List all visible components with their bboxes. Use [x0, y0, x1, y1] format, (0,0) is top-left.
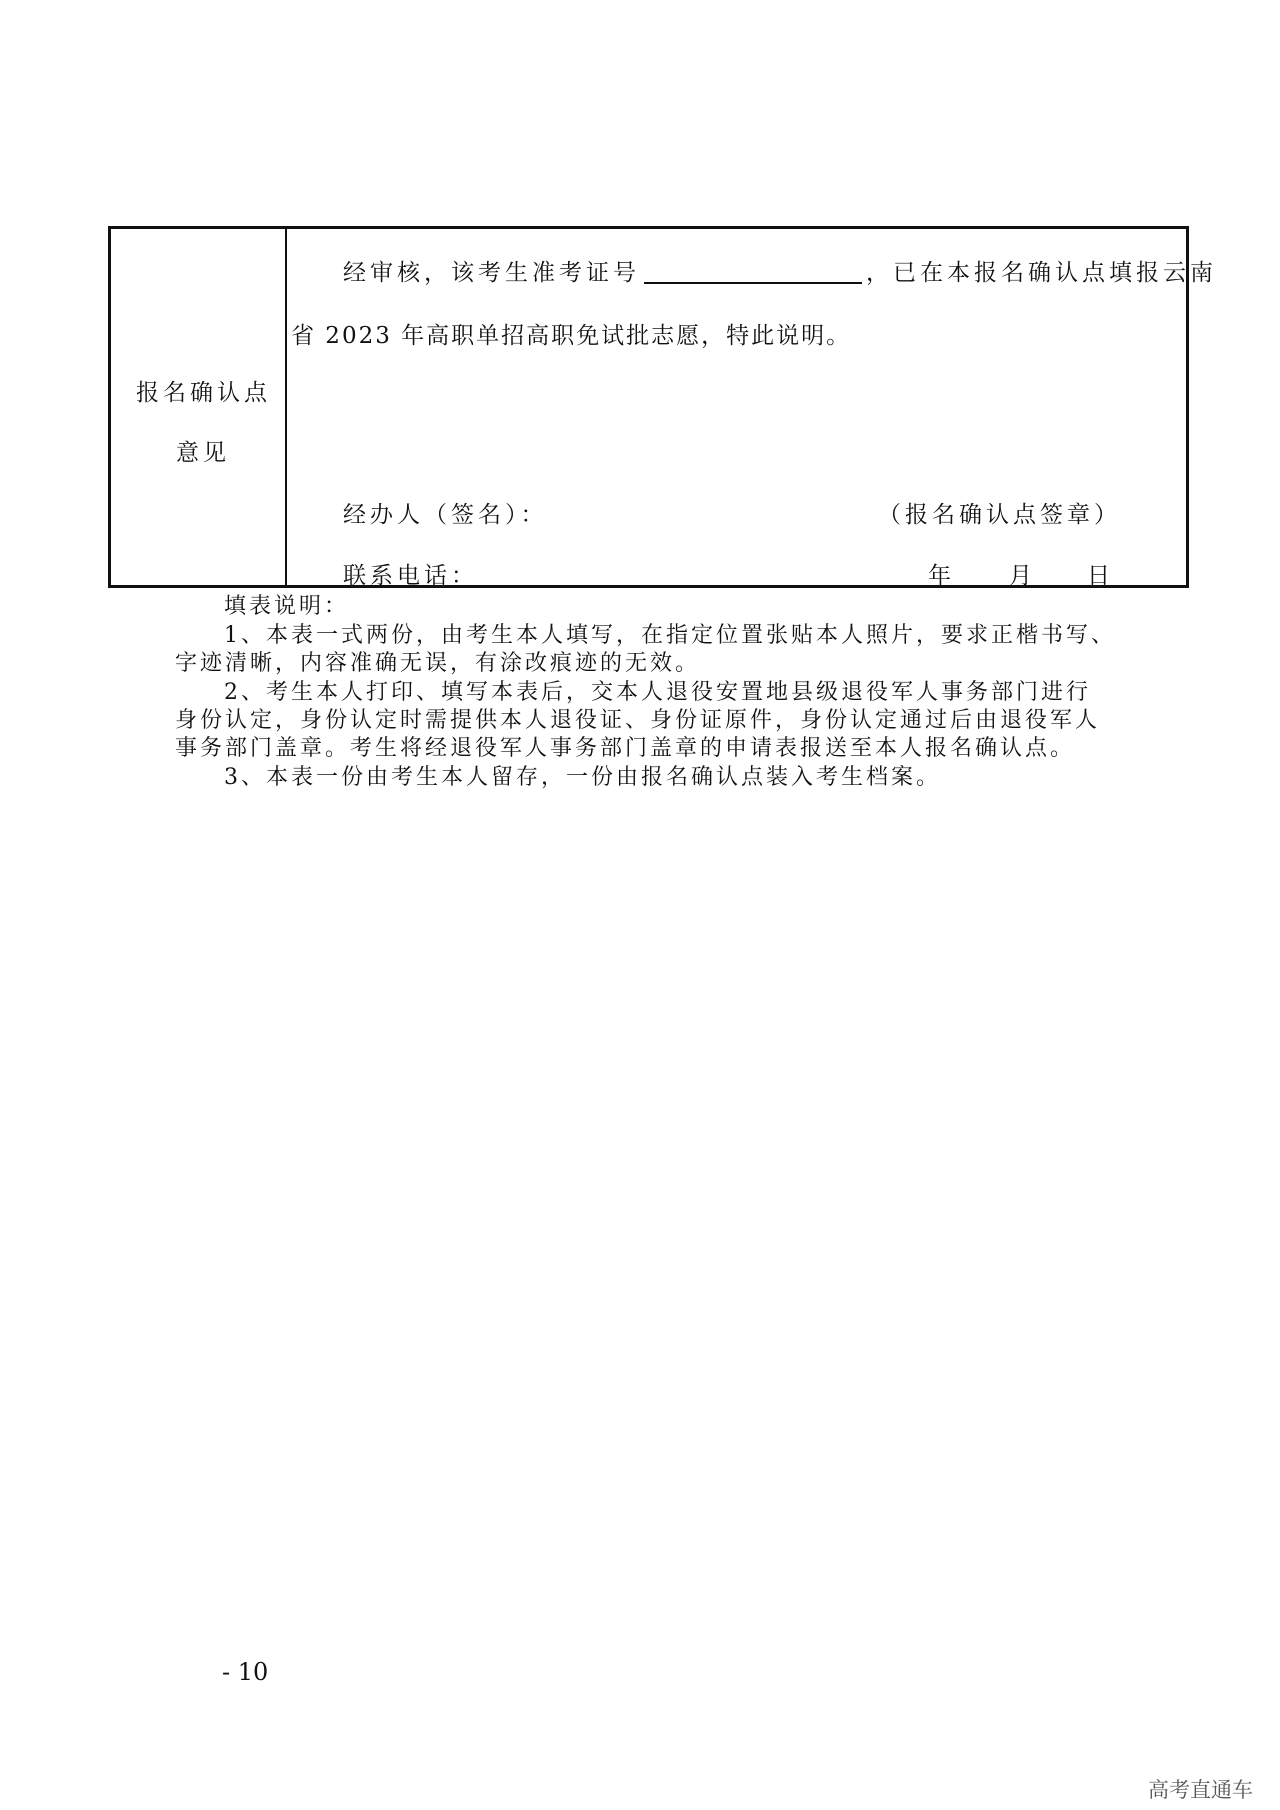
page-number: - 10 [222, 1658, 269, 1686]
form-label-line1: 报名确认点 [136, 380, 271, 406]
notes-title: 填表说明： [224, 594, 350, 619]
contact-phone-label: 联系电话： [343, 563, 478, 589]
watermark-text: 高考直通车 [1148, 1778, 1253, 1802]
statement-line2: 省 2023 年高职单招高职免试批志愿，特此说明。 [291, 323, 852, 349]
form-label-line2: 意见 [176, 440, 230, 466]
date-day-label: 日 [1087, 563, 1114, 589]
note-2-line-2: 身份认定，身份认定时需提供本人退役证、身份证原件，身份认定通过后由退役军人 [175, 708, 1101, 733]
statement-line1 [343, 254, 1217, 287]
note-1-line-1: 1、本表一式两份，由考生本人填写，在指定位置张贴本人照片，要求正楷书写、 [224, 623, 1116, 648]
handler-signature-label: 经办人（签名）： [343, 502, 548, 528]
statement-before: 经审核，该考生准考证号 [343, 260, 640, 286]
note-3-line-1: 3、本表一份由考生本人留存，一份由报名确认点装入考生档案。 [224, 765, 941, 790]
note-2-line-1: 2、考生本人打印、填写本表后，交本人退役安置地县级退役军人事务部门进行 [224, 680, 1091, 705]
note-1-line-2: 字迹清晰，内容准确无误，有涂改痕迹的无效。 [175, 651, 701, 676]
table-column-divider [285, 226, 287, 588]
stamp-label: （报名确认点签章） [878, 502, 1121, 528]
date-month-label: 月 [1009, 563, 1036, 589]
date-year-label: 年 [928, 563, 955, 589]
note-2-line-3: 事务部门盖章。考生将经退役军人事务部门盖章的申请表报送至本人报名确认点。 [175, 736, 1076, 761]
exam-number-blank [644, 282, 862, 284]
statement-after: ，已在本报名确认点填报云南 [866, 260, 1217, 286]
